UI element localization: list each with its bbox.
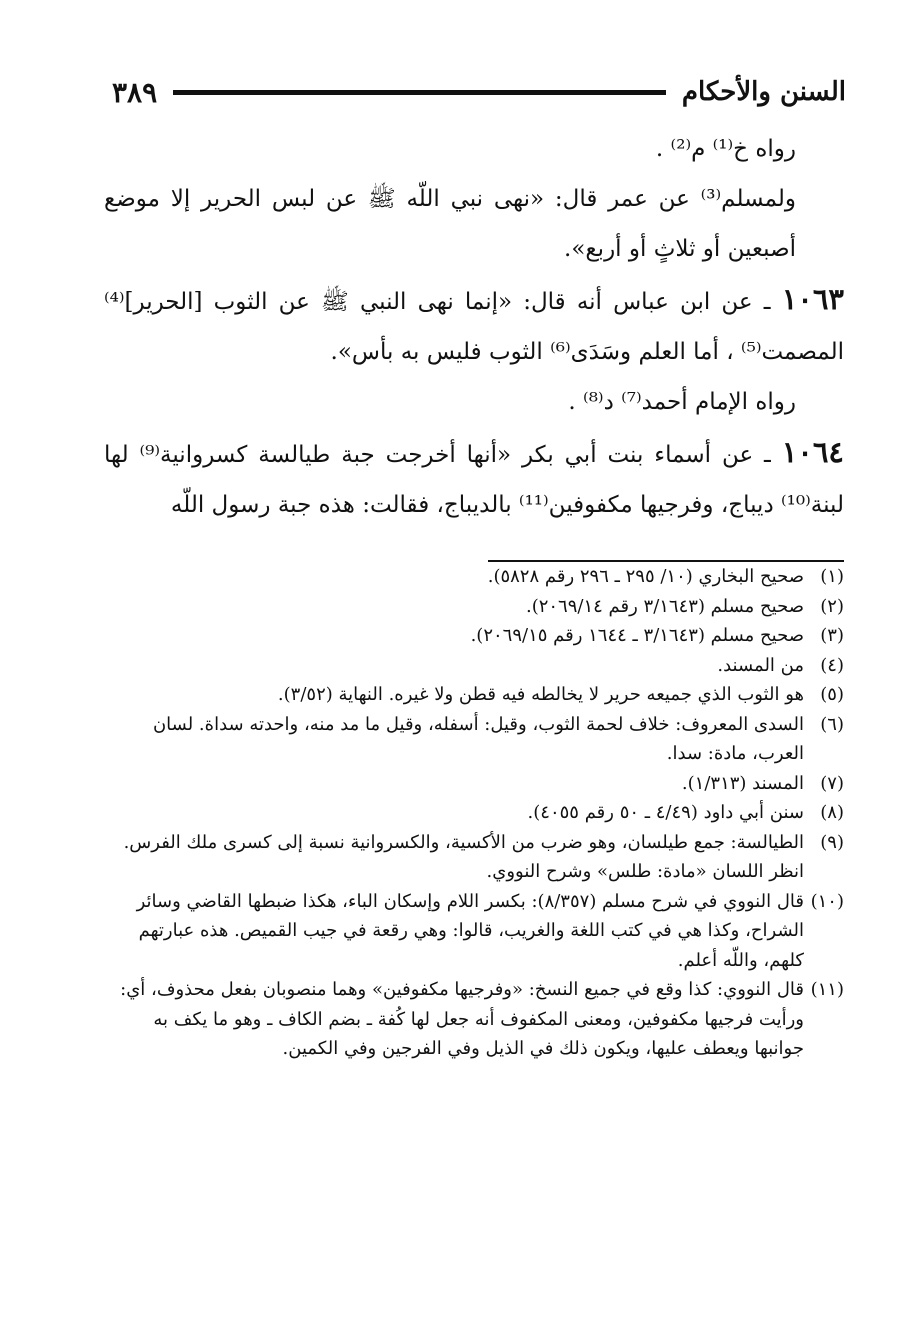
footnote-text: صحيح مسلم (٣/١٦٤٣ ـ ١٦٤٤ رقم ٢٠٦٩/١٥). [470,625,804,646]
hadith-number: ١٠٦٣ [781,282,845,316]
footnote-number: (٢) [820,595,844,617]
footnote-text: من المسند. [717,654,804,676]
hadith-1064 [104,427,844,530]
footnote-number: (١٠) [810,890,844,912]
footnote-text: قال النووي: كذا وقع في جميع النسخ: «وفرجيها مكفوفين» وهما منصوبان بفعل محذوف، أي: ورأيت فرجيها مكفوفين، ومعنى المكفوف أنه جعل لها كُفة ـ بضم الكاف ـ وهو ما يكف به جوانبها ويعطف عليها، ويكون ذلك في الذيل وفي الفرجين وفي الكمين. [120,979,804,1059]
footnote [104,592,844,622]
hadith-paragraph: ولمسلم⁽³⁾ عن عمر قال: «نهى نبي اللّه ﷺ عن لبس الحرير إلا موضع أصبعين أو ثلاثٍ أو أربع». [104,186,796,262]
footnote-text: صحيح مسلم (٣/١٦٤٣ رقم ٢٠٦٩/١٤). [525,595,804,617]
footnote [104,651,844,681]
footnote [104,975,844,1064]
main-text [104,124,844,530]
hadith-1063 [104,274,844,377]
footnote [104,798,844,828]
footnote-number: (٨) [820,802,844,823]
footnote-number: (٣) [820,625,844,646]
narration-line: رواه خ⁽¹⁾ م⁽²⁾ . [655,136,796,162]
footnote-number: (٧) [820,772,844,794]
footnote [104,769,844,799]
footnote [104,828,844,887]
footnote-number: (١) [820,566,844,587]
header-rule [173,90,666,95]
footnote-number: (٤) [820,654,844,676]
footnote-text: المسند (١/٣١٣). [681,772,804,794]
footnote-text: الطيالسة: جمع طيلسان، وهو ضرب من الأكسية، والكسروانية نسبة إلى كسرى ملك الفرس. انظر اللسان «مادة: طلس» وشرح النووي. [123,831,804,882]
footnote-text: السدى المعروف: خلاف لحمة الثوب، وقيل: أسفله، وقيل ما مد منه، واحدته سداة. لسان العرب، مادة: سدا. [152,713,804,764]
footnote-text: هو الثوب الذي جميعه حرير لا يخالطه فيه قطن ولا غيره. النهاية (٣/٥٢). [277,684,804,705]
footnote-number: (٦) [820,713,844,735]
footnote-number: (٥) [820,684,844,705]
footnote-text: صحيح البخاري (١٠/ ٢٩٥ ـ ٢٩٦ رقم ٥٨٢٨). [487,566,804,587]
footnote [104,621,844,651]
footnote [104,680,844,710]
footnote [104,887,844,976]
hadith-text: ـ عن أسماء بنت أبي بكر «أنها أخرجت جبة طيالسة كسروانية⁽⁹⁾ لها لبنة⁽¹⁰⁾ ديباج، وفرجيها مكفوفين⁽¹¹⁾ بالديباج، فقالت: هذه جبة رسول اللّه [104,442,844,518]
footnote-number: (٩) [820,831,844,853]
hadith-number: ١٠٦٤ [781,435,845,469]
footnote-text: سنن أبي داود (٤/٤٩ ـ ٥٠ رقم ٤٠٥٥). [527,802,804,823]
narration-line: رواه الإمام أحمد⁽⁷⁾ د⁽⁸⁾ . [568,389,796,415]
footnote [104,710,844,769]
footnote-text: قال النووي في شرح مسلم (٨/٣٥٧): بكسر اللام وإسكان الباء، هكذا ضبطها القاضي وسائر الشراح، وكذا هي في كتب اللغة والغريب، قالوا: وهي رقعة في جيب القميص. هذه عبارتهم كلهم، واللّه أعلم. [136,890,804,971]
running-title: السنن والأحكام [681,77,846,107]
hadith-text: ـ عن ابن عباس أنه قال: «إنما نهى النبي ﷺ عن الثوب [الحرير]⁽⁴⁾ المصمت⁽⁵⁾ ، أما العلم وسَدَى⁽⁶⁾ الثوب فليس به بأس». [104,289,844,365]
page-header [112,70,846,114]
page-number: ٣٨٩ [112,75,158,109]
footnotes [104,562,844,1064]
footnote [104,562,844,592]
footnote-number: (١١) [810,979,844,1000]
